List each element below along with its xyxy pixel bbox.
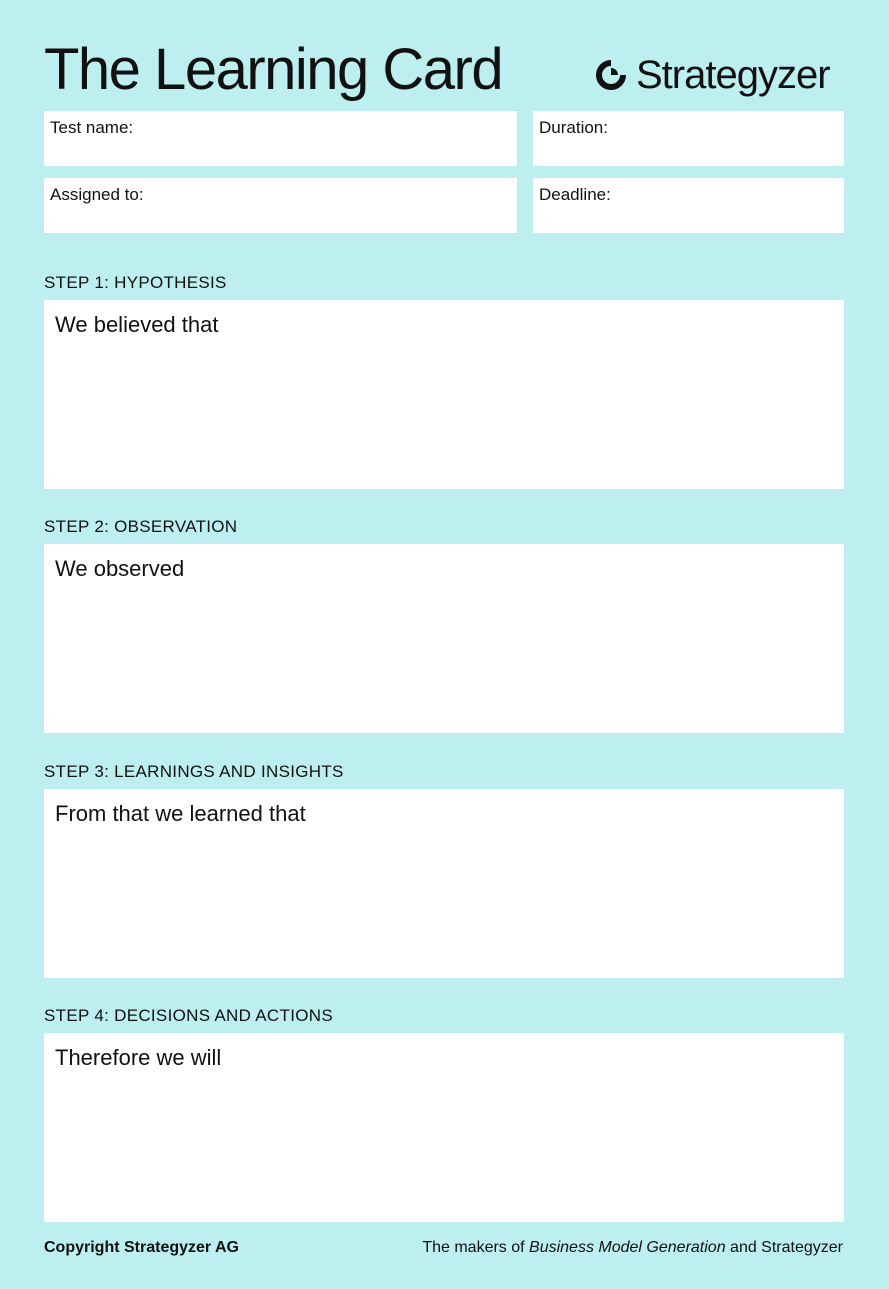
duration-label: Duration: — [539, 118, 608, 137]
learnings-box[interactable] — [44, 789, 844, 978]
page-title: The Learning Card — [44, 37, 503, 102]
copyright-text: Copyright Strategyzer AG — [44, 1239, 239, 1256]
brand-logo — [594, 52, 830, 98]
hypothesis-prompt: We believed that — [55, 312, 219, 337]
duration-field[interactable] — [533, 111, 844, 166]
hypothesis-box[interactable] — [44, 300, 844, 489]
assigned-to-label: Assigned to: — [50, 185, 144, 204]
strategyzer-logo-icon — [594, 58, 628, 92]
tagline-suffix: and Strategyzer — [725, 1239, 843, 1256]
brand-name: Strategyzer — [636, 53, 830, 97]
step-4-label: STEP 4: DECISIONS AND ACTIONS — [44, 1006, 333, 1025]
learnings-prompt: From that we learned that — [55, 801, 306, 826]
tagline-prefix: The makers of — [422, 1239, 530, 1256]
test-name-field[interactable] — [44, 111, 517, 166]
step-1-label: STEP 1: HYPOTHESIS — [44, 273, 227, 292]
step-3-label: STEP 3: LEARNINGS AND INSIGHTS — [44, 762, 344, 781]
decisions-box[interactable] — [44, 1033, 844, 1222]
observation-box[interactable] — [44, 544, 844, 733]
test-name-label: Test name: — [50, 118, 134, 137]
observation-prompt: We observed — [55, 556, 185, 581]
tagline — [422, 1239, 843, 1257]
tagline-book-title: Business Model Generation — [529, 1239, 726, 1256]
deadline-label: Deadline: — [539, 185, 611, 204]
deadline-field[interactable] — [533, 178, 844, 233]
assigned-to-field[interactable] — [44, 178, 517, 233]
decisions-prompt: Therefore we will — [55, 1045, 222, 1070]
step-2-label: STEP 2: OBSERVATION — [44, 517, 238, 536]
